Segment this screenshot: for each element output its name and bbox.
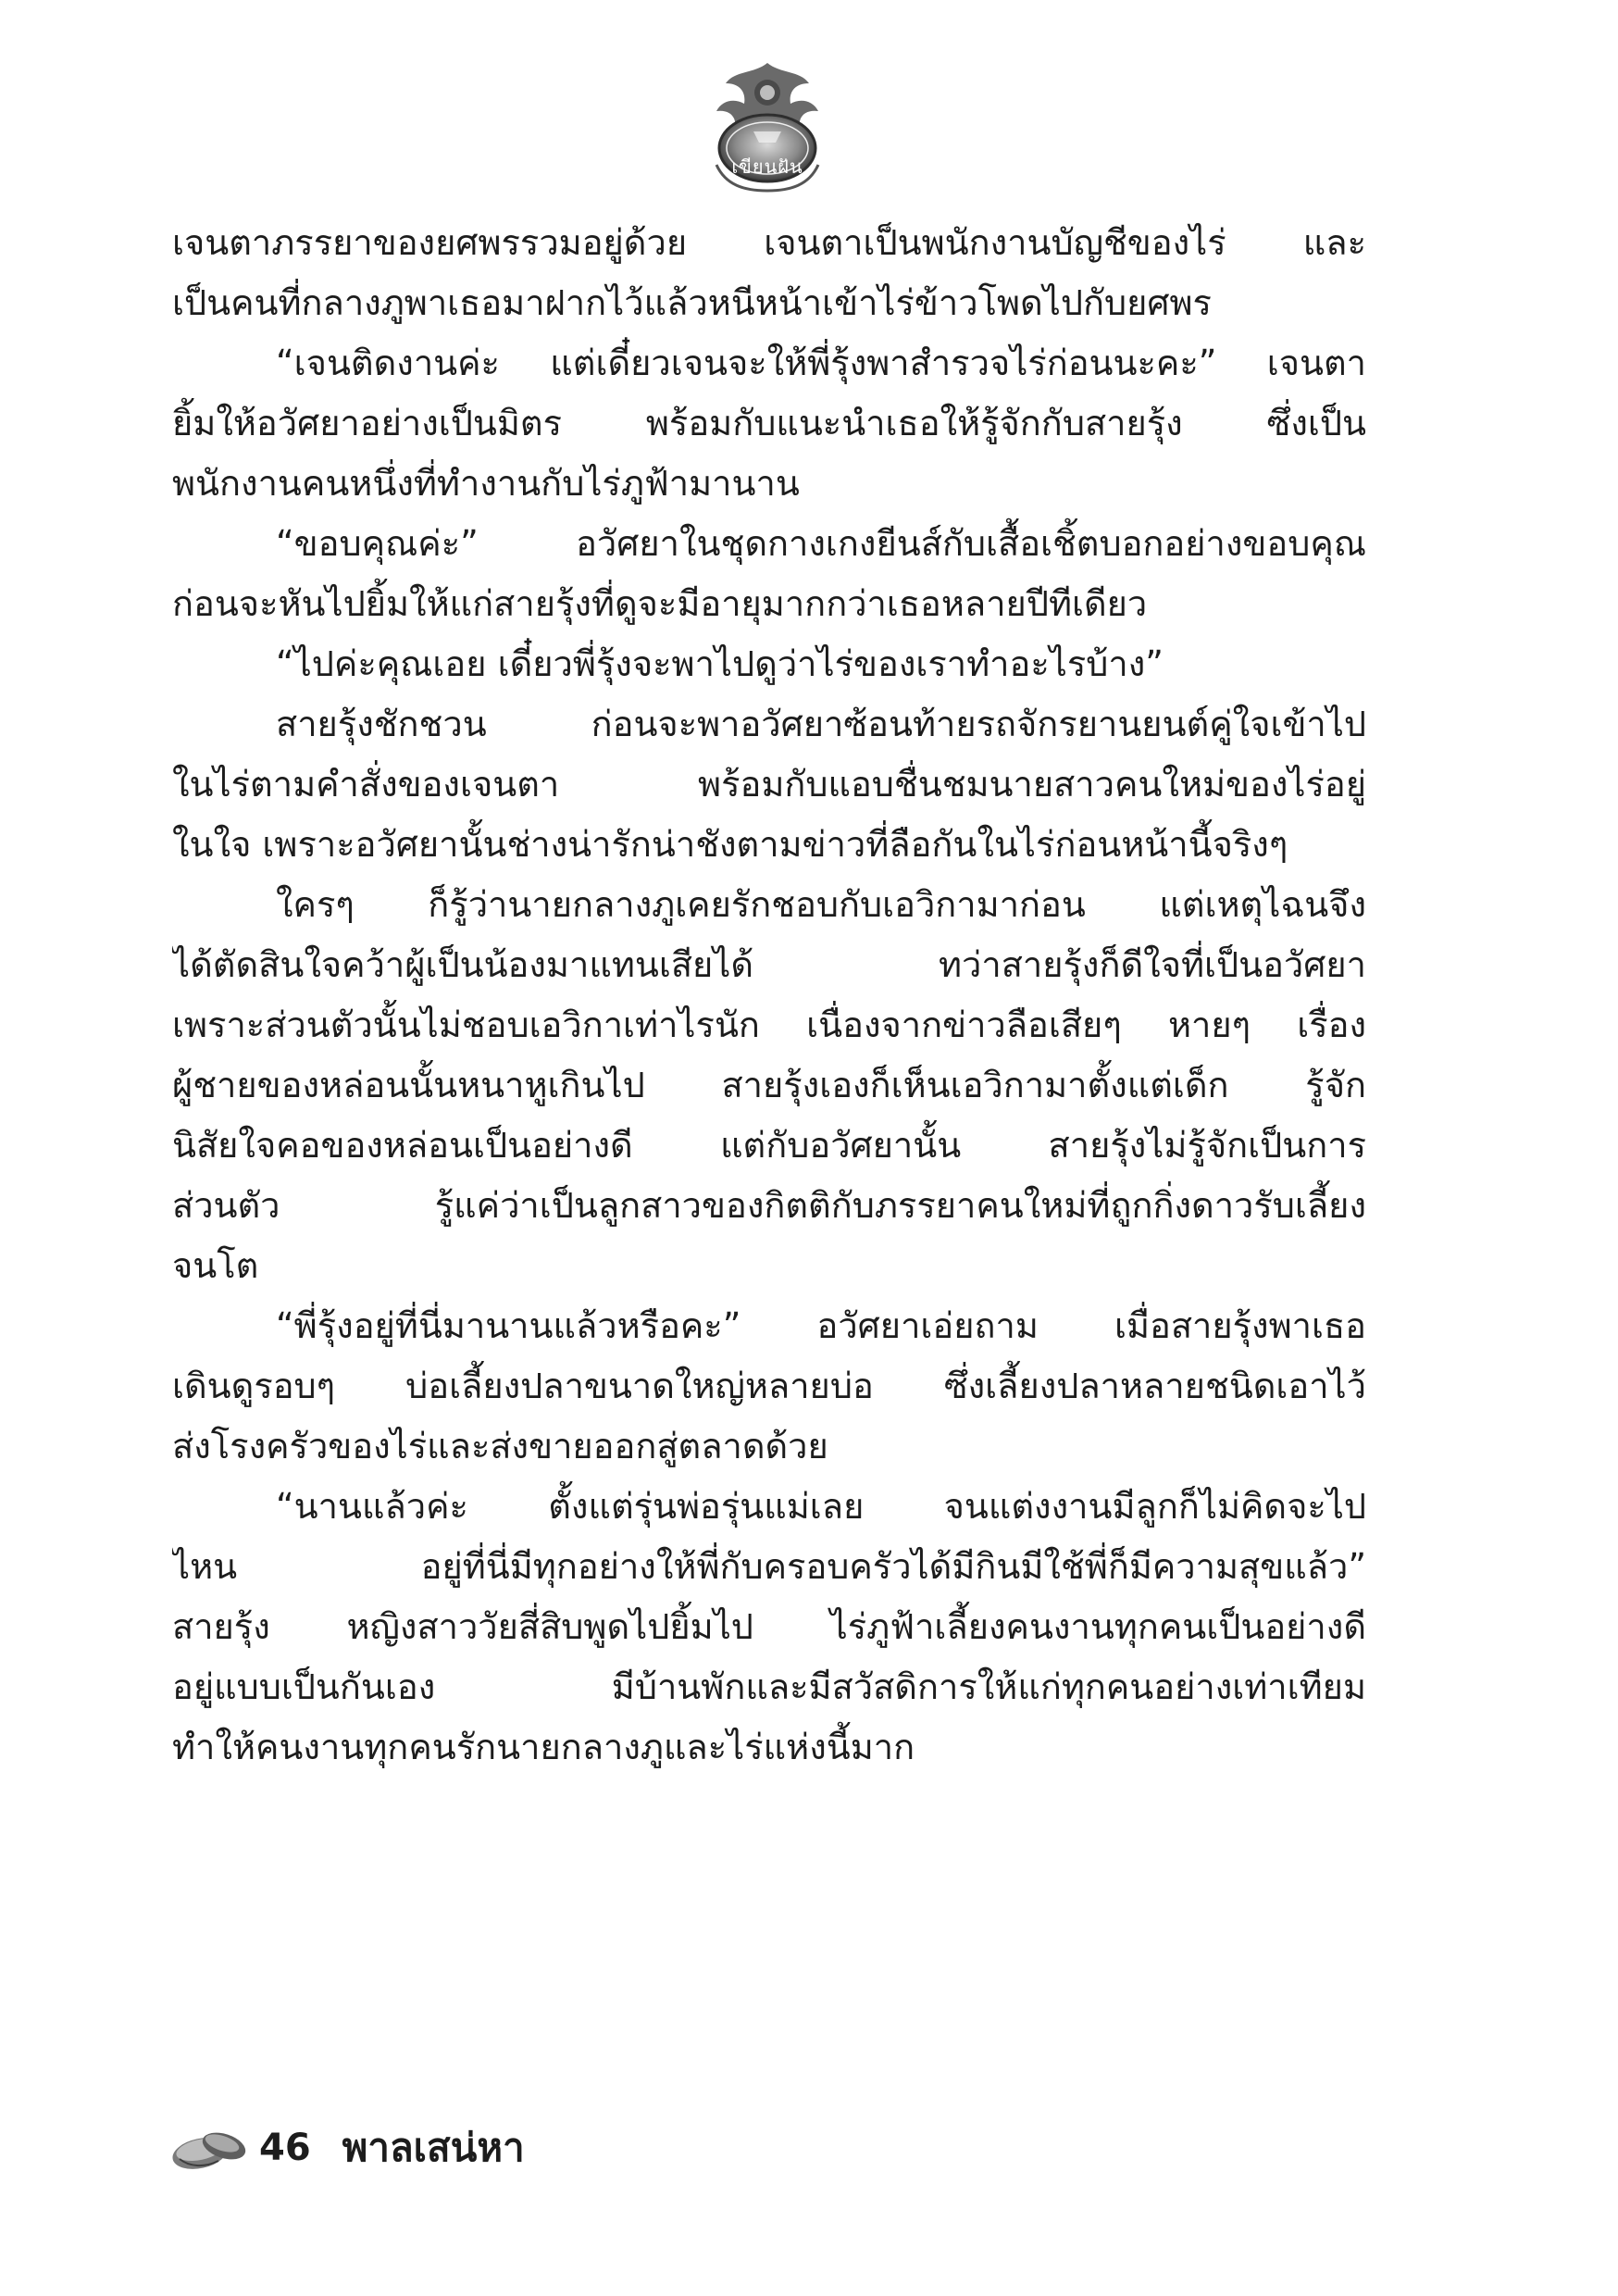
text-line: เดินดูรอบๆ บ่อเลี้ยงปลาขนาดใหญ่หลายบ่อ ซึ่งเลี้ยงปลาหลายชนิดเอาไว้: [172, 1366, 1366, 1406]
text-line: ทำให้คนงานทุกคนรักนายกลางภูและไร่แห่งนี้มาก: [172, 1727, 915, 1767]
book-title: พาลเสน่หา: [342, 2125, 525, 2170]
text-line: พนักงานคนหนึ่งที่ทำงานกับไร่ภูฟ้ามานาน: [172, 463, 800, 504]
text-line: ส่วนตัว รู้แค่ว่าเป็นลูกสาวของกิตติกับภรรยาคนใหม่ที่ถูกกิ่งดาวรับเลี้ยง: [172, 1185, 1366, 1226]
text-line: สายรุ้งชักชวน ก่อนจะพาอวัศยาซ้อนท้ายรถจักรยานยนต์คู่ใจเข้าไป: [276, 704, 1366, 744]
text-line: เป็นคนที่กลางภูพาเธอมาฝากไว้แล้วหนีหน้าเข้าไร่ข้าวโพดไปกับยศพร: [172, 282, 1212, 323]
peanut-icon: [167, 2118, 252, 2177]
text-line: เจนตาภรรยาของยศพรรวมอยู่ด้วย เจนตาเป็นพนักงานบัญชีของไร่ และ: [172, 222, 1366, 263]
text-line: “นานแล้วค่ะ ตั้งแต่รุ่นพ่อรุ่นแม่เลย จนแต่งงานมีลูกก็ไม่คิดจะไป: [276, 1486, 1366, 1527]
text-line: อยู่แบบเป็นกันเอง มีบ้านพักและมีสวัสดิการให้แก่ทุกคนอย่างเท่าเทียม: [172, 1666, 1366, 1707]
text-line: ผู้ชายของหล่อนนั้นหนาหูเกินไป สายรุ้งเองก็เห็นเอวิกามาตั้งแต่เด็ก รู้จัก: [172, 1065, 1366, 1105]
text-line: เพราะส่วนตัวนั้นไม่ชอบเอวิกาเท่าไรนัก เนื่องจากข่าวลือเสียๆ หายๆ เรื่อง: [172, 1004, 1366, 1045]
text-line: จนโต: [172, 1245, 259, 1286]
text-line: ในไร่ตามคำสั่งของเจนตา พร้อมกับแอบชื่นชมนายสาวคนใหม่ของไร่อยู่: [172, 764, 1366, 805]
text-line: “ขอบคุณค่ะ” อวัศยาในชุดกางเกงยีนส์กับเสื้อเชิ้ตบอกอย่างขอบคุณ: [276, 523, 1366, 564]
text-line: ไหน อยู่ที่นี่มีทุกอย่างให้พี่กับครอบครัวได้มีกินมีใช้พี่ก็มีความสุขแล้ว”: [172, 1546, 1366, 1587]
text-line: “เจนติดงานค่ะ แต่เดี๋ยวเจนจะให้พี่รุ้งพาสำรวจไร่ก่อนนะคะ” เจนตา: [276, 343, 1366, 383]
text-line: ก่อนจะหันไปยิ้มให้แก่สายรุ้งที่ดูจะมีอายุมากกว่าเธอหลายปีทีเดียว: [172, 583, 1148, 624]
logo: [698, 56, 837, 194]
page-body: [172, 213, 1366, 1778]
page-number: 46: [259, 2127, 311, 2169]
text-line: ได้ตัดสินใจคว้าผู้เป็นน้องมาแทนเสียได้ ทว่าสายรุ้งก็ดีใจที่เป็นอวัศยา: [172, 944, 1366, 985]
text-line: “พี่รุ้งอยู่ที่นี่มานานแล้วหรือคะ” อวัศยาเอ่ยถาม เมื่อสายรุ้งพาเธอ: [276, 1305, 1366, 1346]
page-footer: [167, 2115, 525, 2180]
text-line: ในใจ เพราะอวัศยานั้นช่างน่ารักน่าชังตามข่าวที่ลือกันในไร่ก่อนหน้านี้จริงๆ: [172, 824, 1288, 865]
text-line: ส่งโรงครัวของไร่และส่งขายออกสู่ตลาดด้วย: [172, 1426, 828, 1466]
text-line: “ไปค่ะคุณเอย เดี๋ยวพี่รุ้งจะพาไปดูว่าไร่ของเราทำอะไรบ้าง”: [276, 643, 1164, 684]
text-line: สายรุ้ง หญิงสาววัยสี่สิบพูดไปยิ้มไป ไร่ภูฟ้าเลี้ยงคนงานทุกคนเป็นอย่างดี: [172, 1606, 1366, 1647]
logo-text: เขียนฝัน: [731, 156, 803, 178]
text-line: นิสัยใจคอของหล่อนเป็นอย่างดี แต่กับอวัศยานั้น สายรุ้งไม่รู้จักเป็นการ: [172, 1125, 1366, 1166]
text-line: ยิ้มให้อวัศยาอย่างเป็นมิตร พร้อมกับแนะนำเธอให้รู้จักกับสายรุ้ง ซึ่งเป็น: [172, 403, 1366, 443]
text-line: ใครๆ ก็รู้ว่านายกลางภูเคยรักชอบกับเอวิกามาก่อน แต่เหตุไฉนจึง: [276, 884, 1366, 925]
